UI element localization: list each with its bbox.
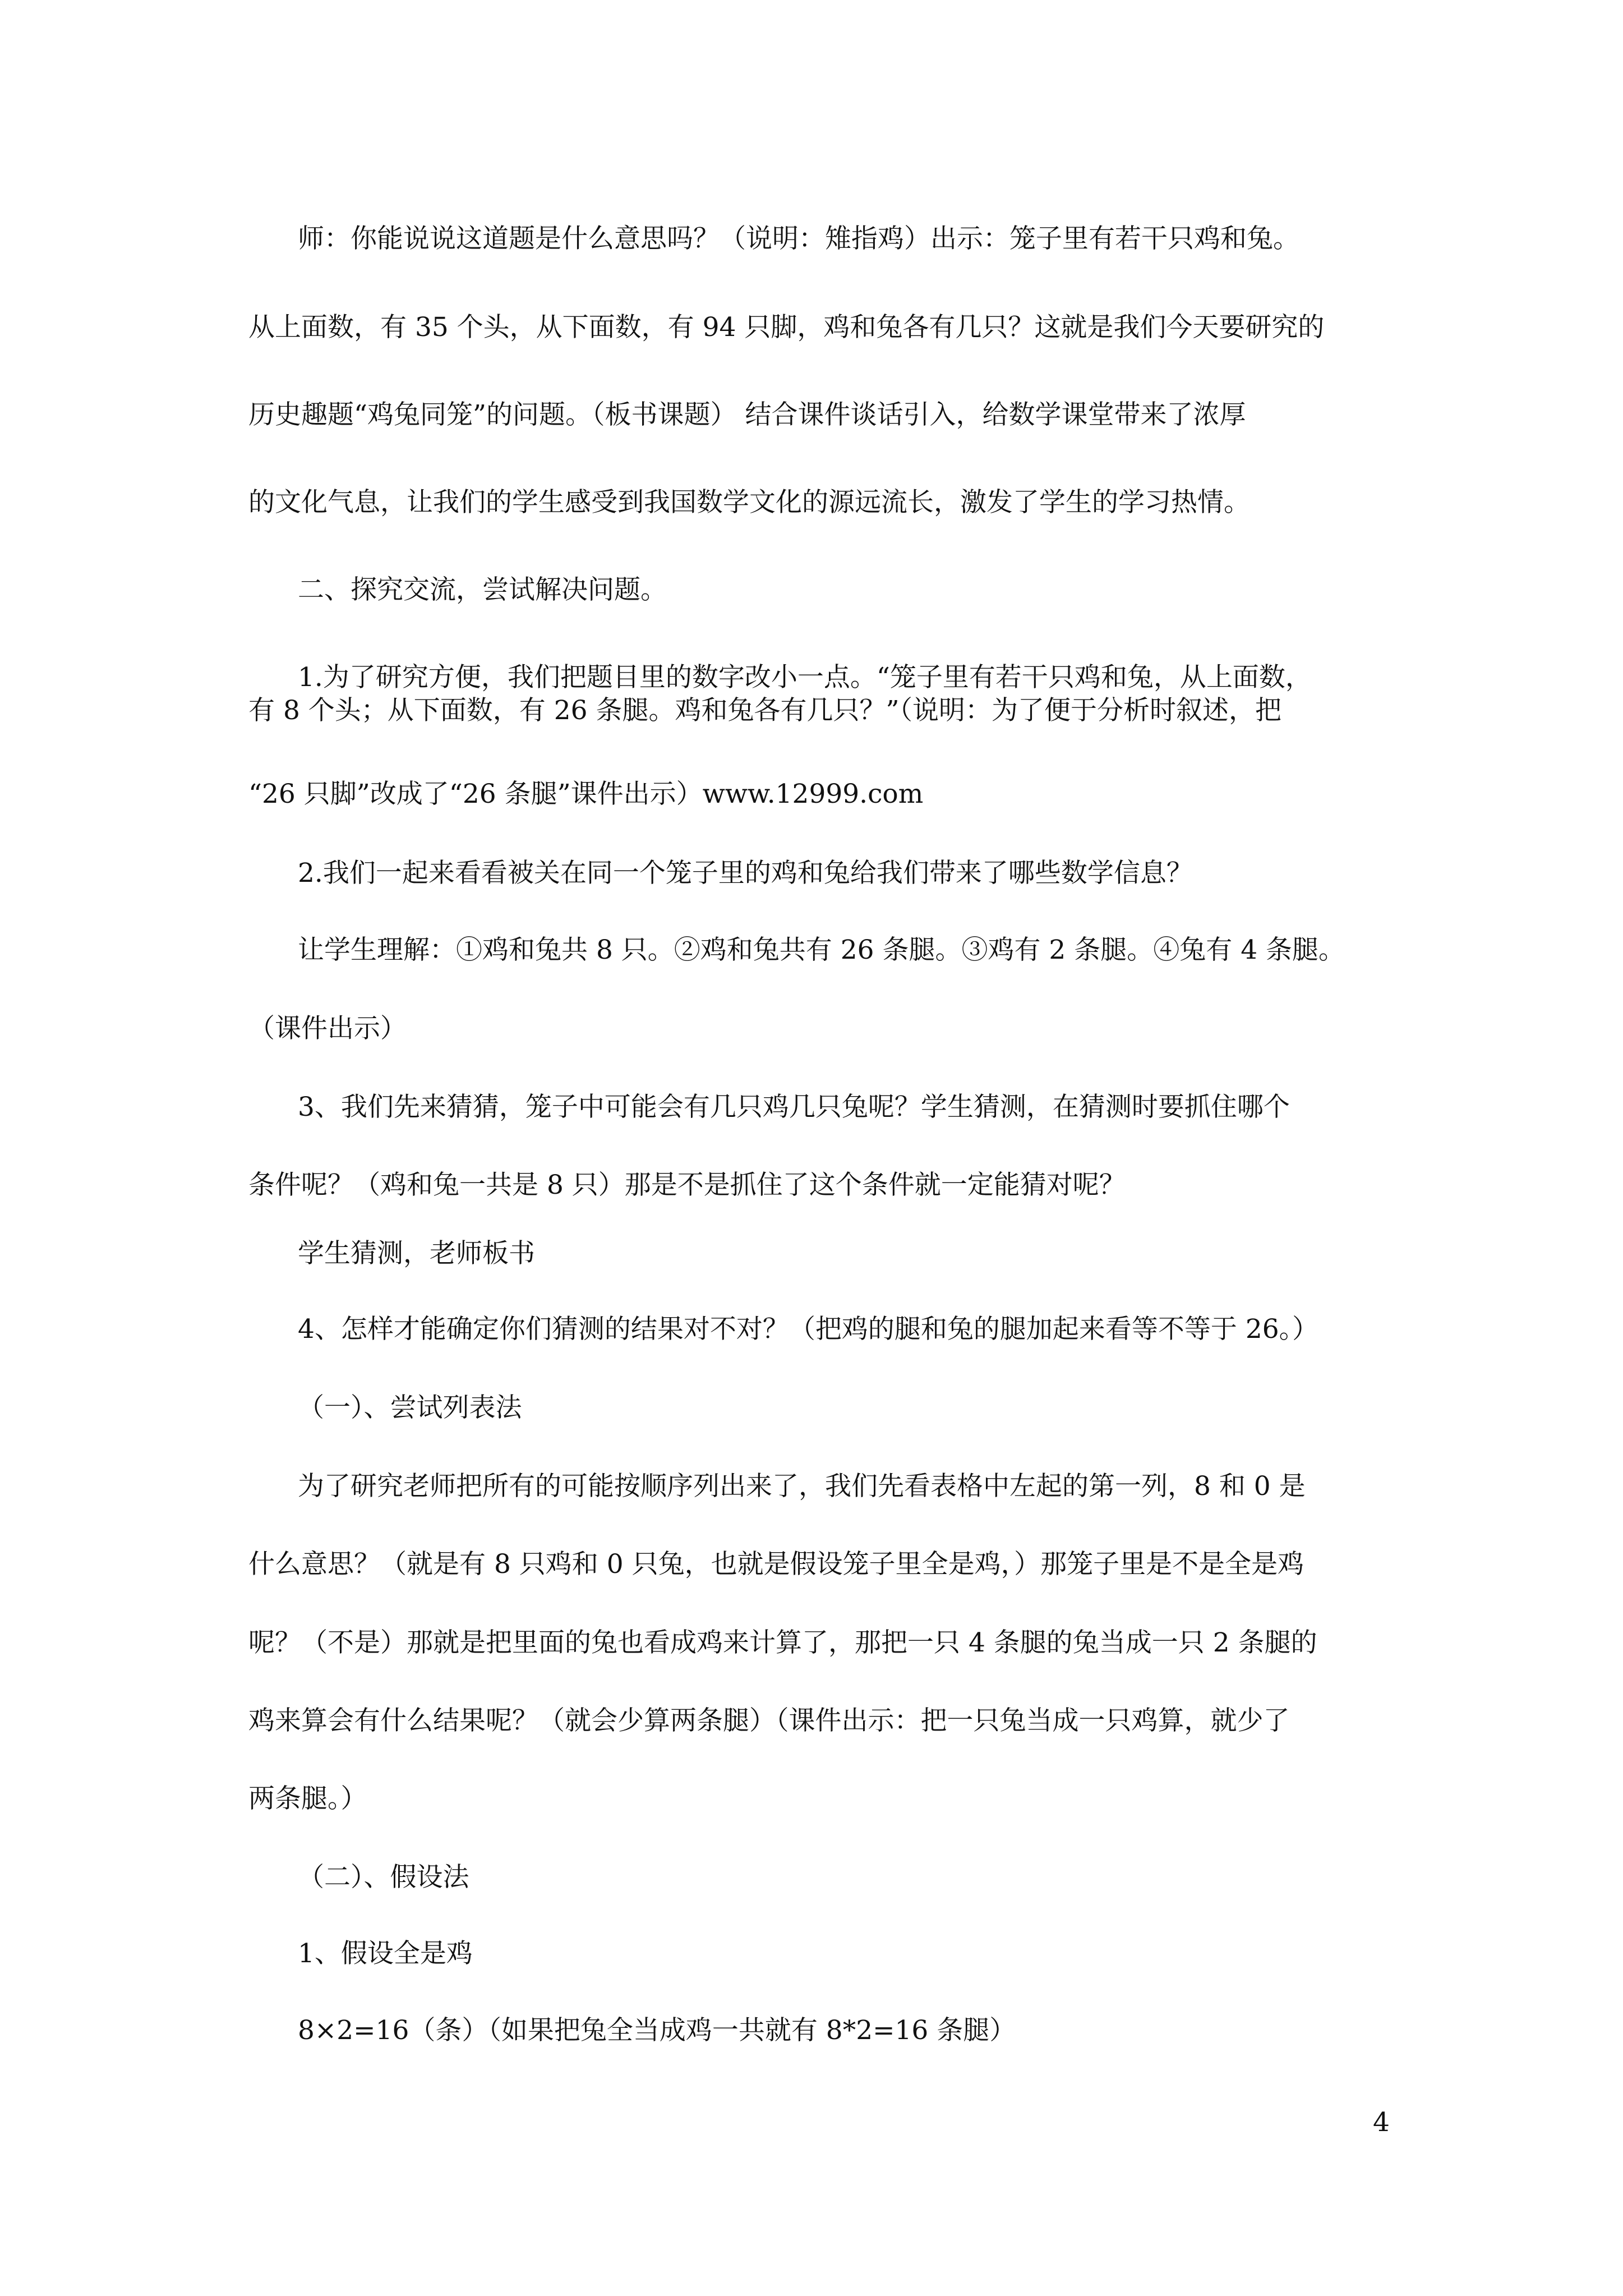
paragraph-line-8: 2.我们一起来看看被关在同一个笼子里的鸡和兔给我们带来了哪些数学信息？: [298, 858, 1193, 889]
paragraph-line-5: 1.为了研究方便，我们把题目里的数字改小一点。“笼子里有若干只鸡和兔，从上面数，: [298, 662, 1312, 693]
paragraph-line-10: （课件出示）: [248, 1013, 407, 1044]
subsection-heading-1: （一）、尝试列表法: [298, 1392, 522, 1423]
paragraph-line-11: 3、我们先来猜猜，笼子中可能会有几只鸡几只兔呢？学生猜测，在猜测时要抓住哪个: [298, 1092, 1290, 1122]
paragraph-line-12: 条件呢？（鸡和兔一共是 8 只）那是不是抓住了这个条件就一定能猜对呢？: [248, 1170, 1126, 1200]
paragraph-line-7: “26 只脚”改成了“26 条腿”课件出示）www.12999.com: [248, 779, 924, 809]
paragraph-line-21: 8×2=16（条）（如果把兔全当成鸡一共就有 8*2=16 条腿）: [298, 2015, 1016, 2046]
paragraph-line-14: 4、怎样才能确定你们猜测的结果对不对？（把鸡的腿和兔的腿加起来看等不等于 26。）: [298, 1314, 1319, 1345]
section-heading-2: 二、探究交流，尝试解决问题。: [298, 574, 667, 605]
paragraph-line-18: 鸡来算会有什么结果呢？（就会少算两条腿）（课件出示：把一只兔当成一只鸡算，就少了: [248, 1705, 1290, 1736]
paragraph-line-2: 从上面数，有 35 个头，从下面数，有 94 只脚，鸡和兔各有几只？这就是我们今天要研究的: [248, 312, 1325, 343]
subsection-heading-2: （二）、假设法: [298, 1862, 469, 1893]
paragraph-line-3: 历史趣题“鸡兔同笼”的问题。（板书课题） 结合课件谈话引入，给数学课堂带来了浓厚: [248, 399, 1246, 430]
paragraph-line-4: 的文化气息，让我们的学生感受到我国数学文化的源远流长，激发了学生的学习热情。: [248, 487, 1250, 518]
paragraph-line-15: 为了研究老师把所有的可能按顺序列出来了，我们先看表格中左起的第一列，8 和 0 是: [298, 1471, 1306, 1502]
paragraph-line-17: 呢？（不是）那就是把里面的兔也看成鸡来计算了，那把一只 4 条腿的兔当成一只 2 条腿的: [248, 1627, 1317, 1658]
paragraph-line-16: 什么意思？（就是有 8 只鸡和 0 只兔，也就是假设笼子里全是鸡，）那笼子里是不是全是鸡: [248, 1549, 1304, 1580]
paragraph-line-6: 有 8 个头；从下面数，有 26 条腿。鸡和兔各有几只？”（说明：为了便于分析时叙述，把: [248, 695, 1281, 726]
paragraph-line-1: 师：你能说说这道题是什么意思吗？（说明：雉指鸡）出示：笼子里有若干只鸡和兔。: [298, 223, 1299, 254]
paragraph-line-20: 1、假设全是鸡: [298, 1938, 473, 1969]
paragraph-line-19: 两条腿。）: [248, 1783, 367, 1814]
paragraph-line-9: 让学生理解：①鸡和兔共 8 只。②鸡和兔共有 26 条腿。③鸡有 2 条腿。④兔有 4 条腿。: [298, 935, 1345, 965]
page-number: 4: [1373, 2107, 1390, 2138]
paragraph-line-13: 学生猜测，老师板书: [298, 1238, 535, 1269]
